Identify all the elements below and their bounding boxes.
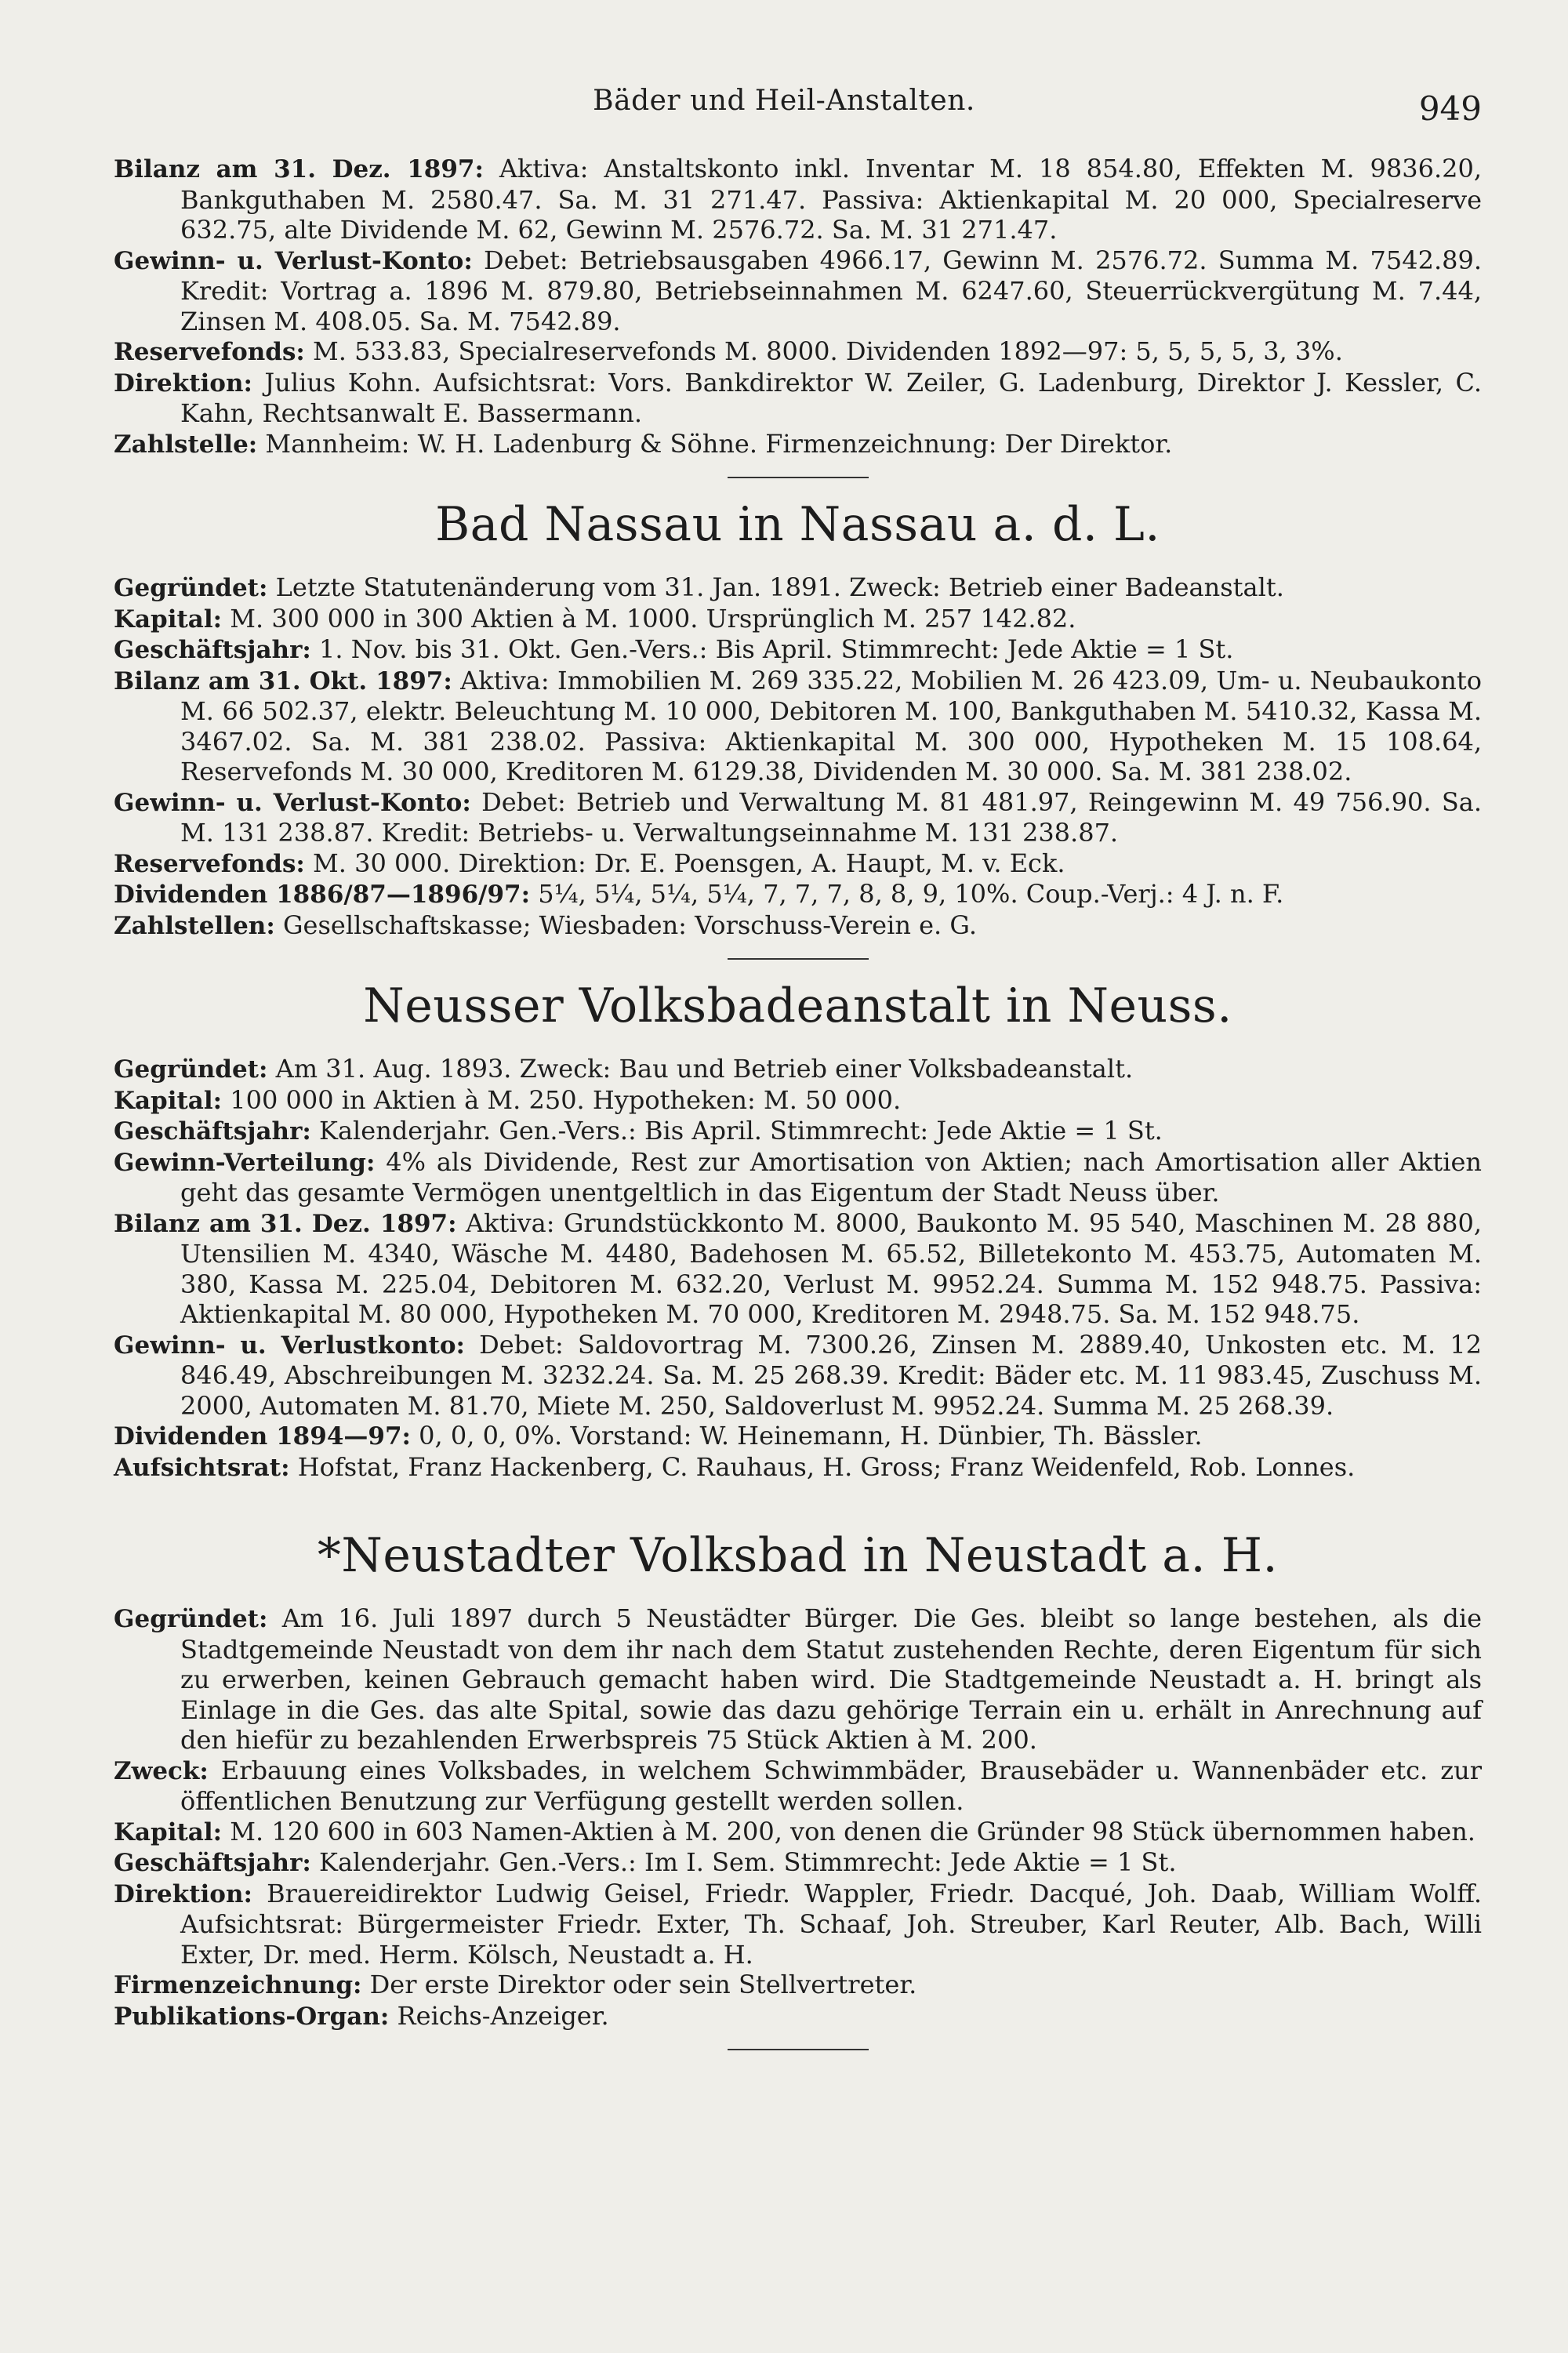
entry-label: Firmenzeichnung: (114, 1971, 362, 1999)
entry-text: 100 000 in Aktien à M. 250. Hypotheken: M. 50 000. (230, 1084, 902, 1115)
entry-text: Erbauung eines Volksbades, in welchem Schwimmbäder, Brausebäder u. Wannenbäder etc. zur öffentlichen Benutzung zur Verfügung gestellt werden sollen. (180, 1755, 1482, 1816)
entry-label: Gewinn- u. Verlust-Konto: (114, 788, 471, 817)
entry-text: Kalenderjahr. Gen.-Vers.: Im I. Sem. Stimmrecht: Jede Aktie = 1 St. (319, 1847, 1177, 1877)
entry-bilanz (114, 666, 1482, 787)
entry-label: Bilanz am 31. Dez. 1897: (114, 155, 484, 183)
entry-kapital (114, 604, 1482, 635)
entry-text: Letzte Statutenänderung vom 31. Jan. 1891. Zweck: Betrieb einer Badeanstalt. (275, 572, 1284, 602)
entry-reservefonds (114, 848, 1482, 880)
section-title: Neusser Volksbadeanstalt in Neuss. (363, 979, 1232, 1033)
entry-text: M. 300 000 in 300 Aktien à M. 1000. Ursprünglich M. 257 142.82. (230, 603, 1076, 634)
page-content (114, 154, 1482, 2069)
entry-text: Der erste Direktor oder sein Stellvertreter. (369, 1970, 917, 1999)
entry-kapital (114, 1817, 1482, 1848)
entry-label: Reservefonds: (114, 338, 305, 366)
entry-kapital (114, 1085, 1482, 1117)
entry-label: Kapital: (114, 1817, 223, 1846)
entry-text: Debet: Betrieb und Verwaltung M. 81 481.97, Reingewinn M. 49 756.90. Sa. M. 131 238.87. Kredit: Betriebs- u. Verwaltungseinnahme M. 131 238.87. (180, 786, 1483, 848)
entry-label: Zweck: (114, 1756, 209, 1785)
entry-direktion (114, 368, 1482, 429)
divider (728, 958, 869, 960)
running-header (0, 85, 1568, 132)
entry-label: Geschäftsjahr: (114, 1849, 311, 1877)
entry-text: Aktiva: Grundstückkonto M. 8000, Baukonto M. 95 540, Maschinen M. 28 880, Utensilien M. 4340, Wäsche M. 4480, Badehosen M. 65.52, Billetekonto M. 453.75, Automaten M. 380, Kassa M. 225.04, Debitoren M. 632.20, Verlust M. 9952.24. Summa M. 152 948.75. Passiva: Aktienkapital M. 80 000, Hypotheken M. 70 000, Kreditoren M. 2948.75. Sa. M. 152 948.75. (180, 1207, 1483, 1329)
entry-text: Am 16. Juli 1897 durch 5 Neustädter Bürger. Die Ges. bleibt so lange bestehen, als die Stadtgemeinde Neustadt von dem ihr nach dem Statut zustehenden Rechte, deren Eigentum für sich zu erwerben, keinen Gebrauch gemacht haben wird. Die Stadtgemeinde Neustadt a. H. bringt als Einlage in die Ges. das alte Spital, sowie das dazu gehörige Terrain ein u. erhält in Anrechnung auf den hiefür zu bezahlenden Erwerbspreis 75 Stück Aktien à M. 200. (180, 1603, 1482, 1755)
entry-gegruendet (114, 1054, 1482, 1085)
entry-label: Zahlstelle: (114, 430, 258, 459)
entry-text: M. 120 600 in 603 Namen-Aktien à M. 200, von denen die Gründer 98 Stück übernommen haben. (230, 1816, 1475, 1846)
entry-geschaeftsjahr (114, 1116, 1482, 1147)
section-title: Bad Nassau in Nassau a. d. L. (435, 497, 1160, 552)
entry-label: Direktion: (114, 1879, 252, 1908)
header-title: Bäder und Heil-Anstalten. (593, 85, 975, 117)
divider (728, 2049, 869, 2050)
entry-text: 0, 0, 0, 0%. Vorstand: W. Heinemann, H. Dünbier, Th. Bässler. (419, 1421, 1203, 1451)
entry-label: Gegründet: (114, 574, 268, 602)
entry-label: Gewinn- u. Verlust-Konto: (114, 246, 473, 275)
entry-text: Kalenderjahr. Gen.-Vers.: Bis April. Stimmrecht: Jede Aktie = 1 St. (319, 1116, 1163, 1146)
entry-text: Debet: Saldovortrag M. 7300.26, Zinsen M. 2889.40, Unkosten etc. M. 12 846.49, Abschreibungen M. 3232.24. Sa. M. 25 268.39. Kredit: Bäder etc. M. 11 983.45, Zuschuss M. 2000, Automaten M. 81.70, Miete M. 250, Saldoverlust M. 9952.24. Summa M. 25 268.39. (180, 1329, 1482, 1421)
entry-reservefonds (114, 336, 1482, 368)
entry-label: Gegründet: (114, 1055, 268, 1084)
section-neustadter-volksbad (114, 1528, 1482, 2032)
entry-label: Bilanz am 31. Okt. 1897: (114, 666, 452, 695)
entry-zweck (114, 1756, 1482, 1817)
entry-gewinn-verlust (114, 787, 1482, 848)
entry-gegruendet (114, 1603, 1482, 1756)
entry-label: Reservefonds: (114, 849, 305, 878)
entry-text: Aktiva: Anstaltskonto inkl. Inventar M. 18 854.80, Effekten M. 9836.20, Bankguthaben M. 2580.47. Sa. M. 31 271.47. Passiva: Aktienkapital M. 20 000, Specialreserve 632.75, alte Dividende M. 62, Gewinn M. 2576.72. Sa. M. 31 271.47. (180, 154, 1483, 245)
spacer (114, 1483, 1482, 1512)
entry-text: M. 533.83, Specialreservefonds M. 8000. Dividenden 1892—97: 5, 5, 5, 5, 3, 3%. (313, 336, 1343, 366)
section-prev-continuation (114, 154, 1482, 459)
entry-text: Am 31. Aug. 1893. Zweck: Bau und Betrieb einer Volksbadeanstalt. (275, 1054, 1134, 1084)
entry-label: Kapital: (114, 1086, 223, 1115)
entry-label: Dividenden 1894—97: (114, 1422, 411, 1451)
entry-publikations-organ (114, 2001, 1482, 2032)
entry-geschaeftsjahr (114, 634, 1482, 666)
entry-label: Zahlstellen: (114, 911, 275, 940)
entry-text: Mannheim: W. H. Ladenburg & Söhne. Firmenzeichnung: Der Direktor. (265, 428, 1173, 459)
entry-dividenden (114, 1421, 1482, 1452)
entry-label: Dividenden 1886/87—1896/97: (114, 881, 531, 909)
page-number: 949 (1418, 89, 1482, 128)
entry-geschaeftsjahr (114, 1847, 1482, 1879)
entry-gewinn-verlust (114, 245, 1482, 337)
entry-text: 4% als Dividende, Rest zur Amortisation von Aktien; nach Amortisation aller Aktien geht das gesamte Vermögen unentgeltlich in das Eigentum der Stadt Neuss über. (180, 1146, 1483, 1207)
entry-gegruendet (114, 572, 1482, 604)
entry-bilanz (114, 154, 1482, 245)
section-bad-nassau (114, 497, 1482, 941)
entry-label: Aufsichtsrat: (114, 1453, 290, 1482)
entry-zahlstelle (114, 429, 1482, 460)
entry-text: Debet: Betriebsausgaben 4966.17, Gewinn M. 2576.72. Summa M. 7542.89. Kredit: Vortrag a. 1896 M. 879.80, Betriebseinnahmen M. 6247.60, Steuerrückvergütung M. 7.44, Zinsen M. 408.05. Sa. M. 7542.89. (180, 245, 1483, 336)
entry-text: 1. Nov. bis 31. Okt. Gen.-Vers.: Bis April. Stimmrecht: Jede Aktie = 1 St. (319, 634, 1234, 664)
entry-label: Bilanz am 31. Dez. 1897: (114, 1209, 457, 1238)
entry-zahlstellen (114, 910, 1482, 942)
entry-text: Gesellschaftskasse; Wiesbaden: Vorschuss-Verein e. G. (282, 910, 977, 940)
entry-gewinn-verlust (114, 1330, 1482, 1422)
entry-firmenzeichnung (114, 1970, 1482, 2001)
entry-direktion (114, 1879, 1482, 1970)
entry-bilanz (114, 1208, 1482, 1330)
entry-aufsichtsrat (114, 1452, 1482, 1483)
entry-label: Kapital: (114, 605, 223, 634)
section-title: *Neustadter Volksbad in Neustadt a. H. (317, 1528, 1279, 1583)
entry-label: Gewinn-Verteilung: (114, 1148, 376, 1177)
entry-text: Julius Kohn. Aufsichtsrat: Vors. Bankdirektor W. Zeiler, G. Ladenburg, Direktor J. Kessler, C. Kahn, Rechtsanwalt E. Bassermann. (180, 367, 1483, 428)
divider (728, 477, 869, 478)
entry-text: Brauereidirektor Ludwig Geisel, Friedr. Wappler, Friedr. Dacqué, Joh. Daab, William Wolff. Aufsichtsrat: Bürgermeister Friedr. Exter, Th. Schaaf, Joh. Streuber, Karl Reuter, Alb. Bach, Willi Exter, Dr. med. Herm. Kölsch, Neustadt a. H. (180, 1878, 1483, 1970)
entry-text: Hofstat, Franz Hackenberg, C. Rauhaus, H. Gross; Franz Weidenfeld, Rob. Lonnes. (297, 1451, 1356, 1482)
entry-text: Reichs-Anzeiger. (397, 2000, 609, 2031)
entry-label: Gegründet: (114, 1605, 268, 1633)
entry-text: 5¼, 5¼, 5¼, 5¼, 7, 7, 7, 8, 8, 9, 10%. Coup.-Verj.: 4 J. n. F. (538, 879, 1284, 909)
entry-label: Gewinn- u. Verlustkonto: (114, 1331, 465, 1360)
section-neusser-volksbadeanstalt (114, 979, 1482, 1483)
entry-text: M. 30 000. Direktion: Dr. E. Poensgen, A. Haupt, M. v. Eck. (313, 848, 1065, 878)
entry-label: Direktion: (114, 369, 252, 398)
entry-dividenden (114, 879, 1482, 910)
entry-label: Geschäftsjahr: (114, 636, 311, 664)
entry-label: Publikations-Organ: (114, 2002, 390, 2031)
entry-gewinn-verteilung (114, 1147, 1482, 1208)
entry-label: Geschäftsjahr: (114, 1117, 311, 1146)
entry-text: Aktiva: Immobilien M. 269 335.22, Mobilien M. 26 423.09, Um- u. Neubaukonto M. 66 502.37, elektr. Beleuchtung M. 10 000, Debitoren M. 100, Bankguthaben M. 5410.32, Kassa M. 3467.02. Sa. M. 381 238.02. Passiva: Aktienkapital M. 300 000, Hypotheken M. 15 108.64, Reservefonds M. 30 000, Kreditoren M. 6129.38, Dividenden M. 30 000. Sa. M. 381 238.02. (180, 665, 1483, 786)
